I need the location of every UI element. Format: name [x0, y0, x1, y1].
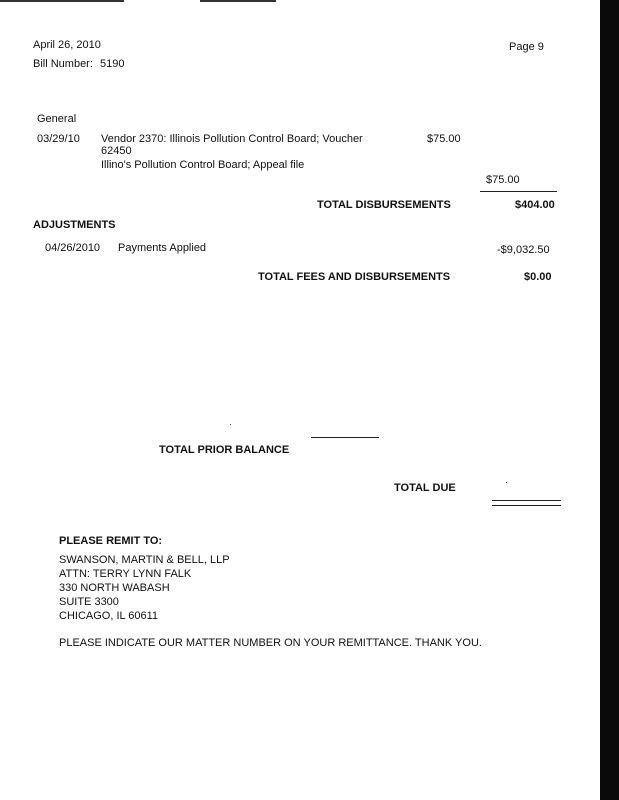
section-heading-general: General [37, 113, 77, 125]
total-due-double-rule-top [492, 500, 561, 501]
total-due-double-rule-bottom [492, 505, 561, 506]
section-heading-adjustments: ADJUSTMENTS [33, 219, 116, 231]
remit-attention: ATTN: TERRY LYNN FALK [59, 568, 192, 580]
remit-note: PLEASE INDICATE OUR MATTER NUMBER ON YOUR REMITTANCE. THANK YOU. [59, 637, 482, 649]
entry-description-detail: Illino's Pollution Control Board; Appeal file [101, 159, 305, 171]
prior-balance-rule [311, 437, 379, 438]
entry-description: Vendor 2370: Illinois Pollution Control Board; Voucher [101, 133, 363, 145]
invoice-date: April 26, 2010 [33, 39, 101, 51]
total-disbursements-label: TOTAL DISBURSEMENTS [317, 199, 451, 211]
remit-heading: PLEASE REMIT TO: [59, 535, 163, 547]
adjustment-description: Payments Applied [118, 242, 207, 254]
scan-speck [506, 482, 507, 483]
entry-date: 03/29/10 [37, 133, 80, 145]
remit-suite: SUITE 3300 [59, 596, 119, 608]
entry-amount: $75.00 [427, 133, 461, 145]
total-disbursements-amount: $404.00 [515, 199, 555, 211]
general-subtotal: $75.00 [486, 174, 520, 186]
bill-number: 5190 [100, 58, 125, 70]
total-prior-balance-label: TOTAL PRIOR BALANCE [159, 444, 290, 456]
subtotal-rule [480, 191, 557, 192]
adjustment-amount: -$9,032.50 [497, 244, 550, 256]
scan-top-edge [0, 0, 124, 2]
total-due-label: TOTAL DUE [394, 482, 456, 494]
scan-top-edge [200, 0, 276, 2]
adjustment-date: 04/26/2010 [45, 242, 101, 254]
total-fees-disbursements-amount: $0.00 [524, 271, 552, 283]
bill-number-label: Bill Number: [33, 58, 93, 70]
remit-city: CHICAGO, IL 60611 [59, 610, 159, 622]
remit-street: 330 NORTH WABASH [59, 582, 170, 594]
scan-right-edge [600, 0, 619, 800]
remit-firm: SWANSON, MARTIN & BELL, LLP [59, 554, 230, 566]
total-fees-disbursements-label: TOTAL FEES AND DISBURSEMENTS [258, 271, 451, 283]
entry-description-cont: 62450 [101, 145, 132, 157]
scan-speck [230, 424, 231, 425]
page-number: Page 9 [509, 41, 544, 53]
